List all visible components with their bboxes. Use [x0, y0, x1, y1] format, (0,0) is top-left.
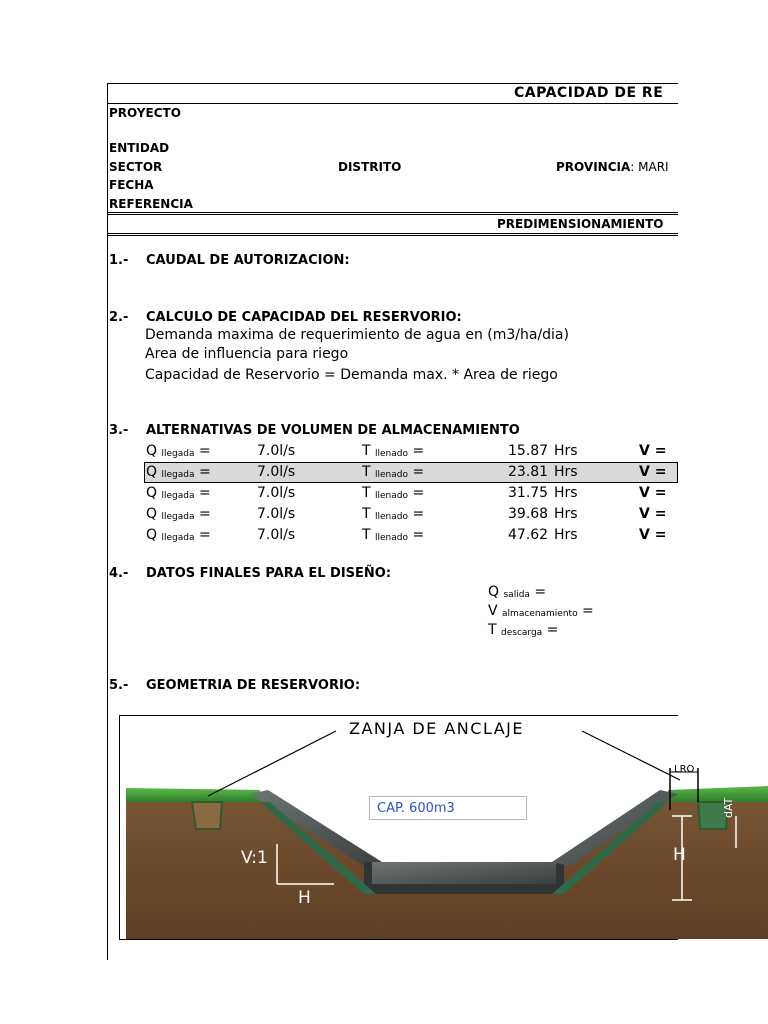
t-sub: llenado	[375, 491, 408, 501]
zanja-label: ZANJA DE ANCLAJE	[349, 719, 524, 738]
top-border	[107, 83, 678, 84]
row-v-label: V =	[639, 527, 667, 543]
t-main: T	[362, 527, 371, 543]
reservoir-diagram	[120, 716, 768, 939]
anchor-trench-left	[192, 802, 222, 829]
row-unit: Hrs	[554, 464, 578, 480]
row-t-value: 47.62	[508, 527, 549, 543]
label-fecha: FECHA	[109, 178, 154, 192]
q-eq: =	[198, 464, 211, 480]
slope-h-label: H	[298, 888, 311, 908]
t-main: T	[362, 464, 371, 480]
predim-label: PREDIMENSIONAMIENTO	[497, 217, 664, 231]
liner-bottom-top	[372, 862, 556, 884]
final-q-sub: salida	[503, 590, 530, 600]
height-h-label: H	[673, 845, 686, 865]
page-title: CAPACIDAD DE RE	[514, 85, 664, 101]
capacity-formula: Capacidad de Reservorio = Demanda max. * Area de riego	[145, 367, 558, 383]
section-5-title: GEOMETRIA DE RESERVORIO:	[146, 678, 361, 693]
q-eq: =	[198, 485, 211, 501]
q-sub: llegada	[161, 512, 195, 522]
q-main: Q	[146, 527, 158, 543]
row-q-value: 7.0l/s	[257, 506, 296, 522]
section-3-title: ALTERNATIVAS DE VOLUMEN DE ALMACENAMIENTO	[146, 423, 520, 438]
row-t-value: 23.81	[508, 464, 549, 480]
row-q-llegada	[146, 527, 211, 543]
q-main: Q	[146, 464, 158, 480]
row-t-llenado	[362, 506, 424, 522]
t-eq: =	[412, 443, 425, 459]
title-border	[107, 103, 678, 104]
label-entidad: ENTIDAD	[109, 141, 170, 155]
t-eq: =	[412, 506, 425, 522]
q-eq: =	[198, 506, 211, 522]
row-t-llenado	[362, 443, 424, 459]
section-5-number: 5.-	[109, 678, 129, 693]
t-eq: =	[412, 485, 425, 501]
demand-line: Demanda maxima de requerimiento de agua en (m3/ha/dia)	[145, 327, 569, 343]
label-referencia: REFERENCIA	[109, 197, 193, 211]
q-main: Q	[146, 485, 158, 501]
t-eq: =	[412, 464, 425, 480]
q-eq: =	[198, 443, 211, 459]
row-v-label: V =	[639, 443, 667, 459]
lro-label: LRO	[674, 764, 695, 775]
section-1-number: 1.-	[109, 253, 129, 268]
final-v-almacenamiento	[488, 603, 594, 619]
final-q-main: Q	[488, 584, 500, 600]
q-main: Q	[146, 506, 158, 522]
capacity-text: CAP. 600m3	[377, 801, 455, 816]
final-q-eq: =	[534, 584, 547, 600]
section-2-number: 2.-	[109, 310, 129, 325]
label-distrito: DISTRITO	[338, 160, 402, 174]
final-v-sub: almacenamiento	[502, 609, 578, 619]
row-q-llegada	[146, 485, 211, 501]
final-q-salida	[488, 584, 546, 600]
row-q-llegada	[146, 506, 211, 522]
grass-left	[126, 788, 260, 802]
row-t-value: 39.68	[508, 506, 549, 522]
final-v-main: V	[488, 603, 498, 619]
row-t-llenado	[362, 485, 424, 501]
row-q-value: 7.0l/s	[257, 464, 296, 480]
capacity-box	[369, 796, 527, 820]
q-eq: =	[198, 527, 211, 543]
row-unit: Hrs	[554, 527, 578, 543]
row-v-label: V =	[639, 506, 667, 522]
t-sub: llenado	[375, 512, 408, 522]
q-sub: llegada	[161, 491, 195, 501]
q-main: Q	[146, 443, 158, 459]
section-4-number: 4.-	[109, 566, 129, 581]
section-4-title: DATOS FINALES PARA EL DISEÑO:	[146, 566, 392, 581]
t-eq: =	[412, 527, 425, 543]
provincia-field	[556, 160, 669, 174]
row-q-value: 7.0l/s	[257, 527, 296, 543]
row-t-value: 31.75	[508, 485, 549, 501]
header-bottom-border-2	[107, 214, 678, 215]
grass-right	[668, 786, 768, 802]
row-q-llegada	[146, 443, 211, 459]
row-t-llenado	[362, 527, 424, 543]
row-v-label: V =	[639, 485, 667, 501]
row-q-value: 7.0l/s	[257, 485, 296, 501]
t-sub: llenado	[375, 533, 408, 543]
slope-v-label: V:1	[241, 848, 268, 868]
t-main: T	[362, 443, 371, 459]
diagram-frame-bottom	[119, 939, 678, 940]
final-t-eq: =	[546, 622, 559, 638]
final-t-sub: descarga	[501, 628, 543, 638]
area-line: Area de influencia para riego	[145, 346, 349, 362]
row-q-llegada	[146, 464, 211, 480]
predim-border	[107, 233, 678, 234]
label-proyecto: PROYECTO	[109, 106, 181, 120]
q-sub: llegada	[161, 449, 195, 459]
row-t-value: 15.87	[508, 443, 549, 459]
t-main: T	[362, 506, 371, 522]
section-2-title: CALCULO DE CAPACIDAD DEL RESERVORIO:	[146, 310, 462, 325]
t-sub: llenado	[375, 449, 408, 459]
dat-label: dAT	[722, 797, 735, 818]
q-sub: llegada	[161, 470, 195, 480]
section-1-title: CAUDAL DE AUTORIZACION:	[146, 253, 350, 268]
row-t-llenado	[362, 464, 424, 480]
final-v-eq: =	[582, 603, 594, 619]
predim-border-2	[107, 235, 678, 236]
header-bottom-border	[107, 212, 678, 213]
section-3-number: 3.-	[109, 423, 129, 438]
t-main: T	[362, 485, 371, 501]
q-sub: llegada	[161, 533, 195, 543]
label-sector: SECTOR	[109, 160, 163, 174]
row-v-label: V =	[639, 464, 667, 480]
row-q-value: 7.0l/s	[257, 443, 296, 459]
provincia-value: : MARI	[630, 160, 669, 174]
final-t-descarga	[488, 622, 558, 638]
final-t-main: T	[488, 622, 497, 638]
row-unit: Hrs	[554, 485, 578, 501]
t-sub: llenado	[375, 470, 408, 480]
row-unit: Hrs	[554, 506, 578, 522]
label-provincia: PROVINCIA	[556, 160, 631, 174]
row-unit: Hrs	[554, 443, 578, 459]
